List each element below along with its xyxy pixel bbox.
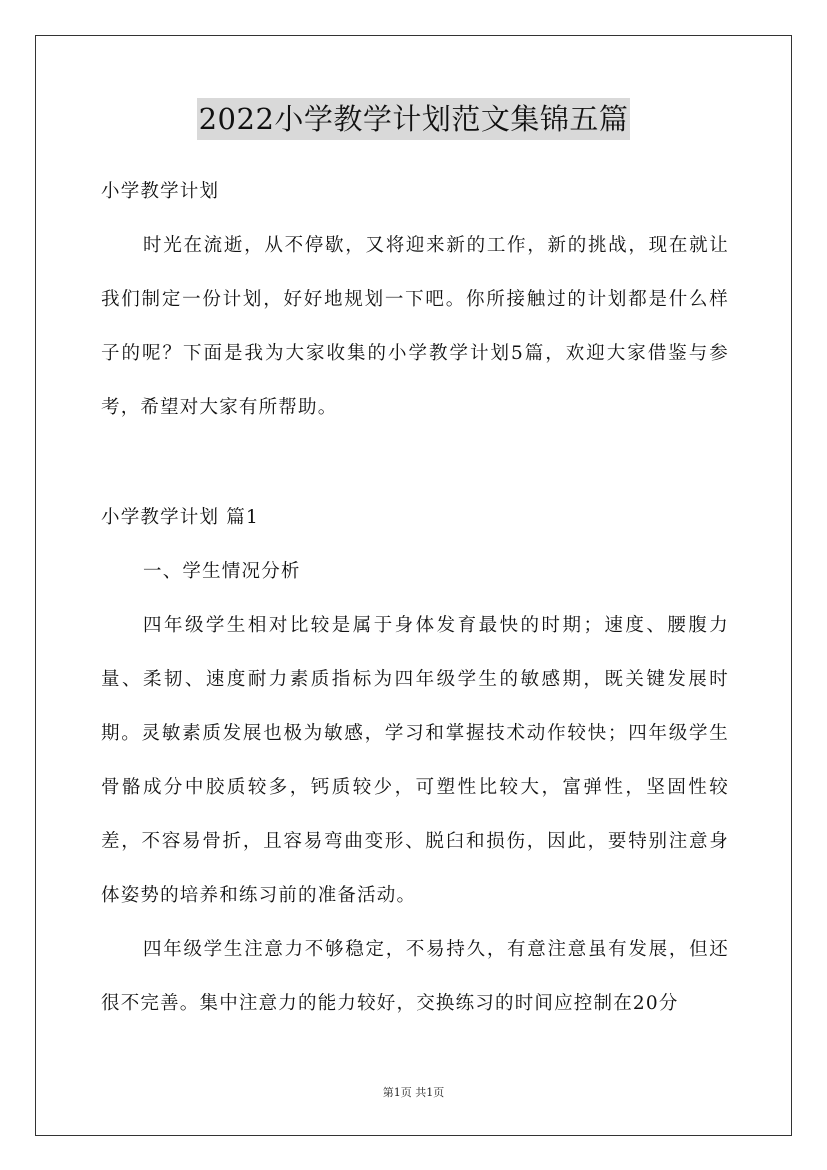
section-heading: 小学教学计划: [101, 181, 220, 202]
subheading: 一、学生情况分析: [143, 561, 301, 582]
page-footer: 第1页 共1页: [382, 1086, 445, 1099]
title-container: [0, 98, 827, 140]
document-title: 2022小学教学计划范文集锦五篇: [197, 98, 631, 140]
body-paragraph: 四年级学生相对比较是属于身体发育最快的时期；速度、腰腹力量、柔韧、速度耐力素质指标为四年级学生的敏感期，既关键发展时期。灵敏素质发展也极为敏感，学习和掌握技术动作较快；四年级学生骨骼成分中胶质较多，钙质较少，可塑性比较大，富弹性，坚固性较差，不容易骨折，且容易弯曲变形、脱臼和损伤，因此，要特别注意身体姿势的培养和练习前的准备活动。: [101, 615, 729, 906]
article-heading: 小学教学计划 篇1: [101, 507, 259, 528]
intro-paragraph: 时光在流逝，从不停歇，又将迎来新的工作，新的挑战，现在就让我们制定一份计划，好好地规划一下吧。你所接触过的计划都是什么样子的呢？下面是我为大家收集的小学教学计划5篇，欢迎大家借鉴与参考，希望对大家有所帮助。: [101, 235, 729, 418]
body-paragraph: 四年级学生注意力不够稳定，不易持久，有意注意虽有发展，但还很不完善。集中注意力的能力较好，交换练习的时间应控制在20分: [101, 939, 729, 1014]
